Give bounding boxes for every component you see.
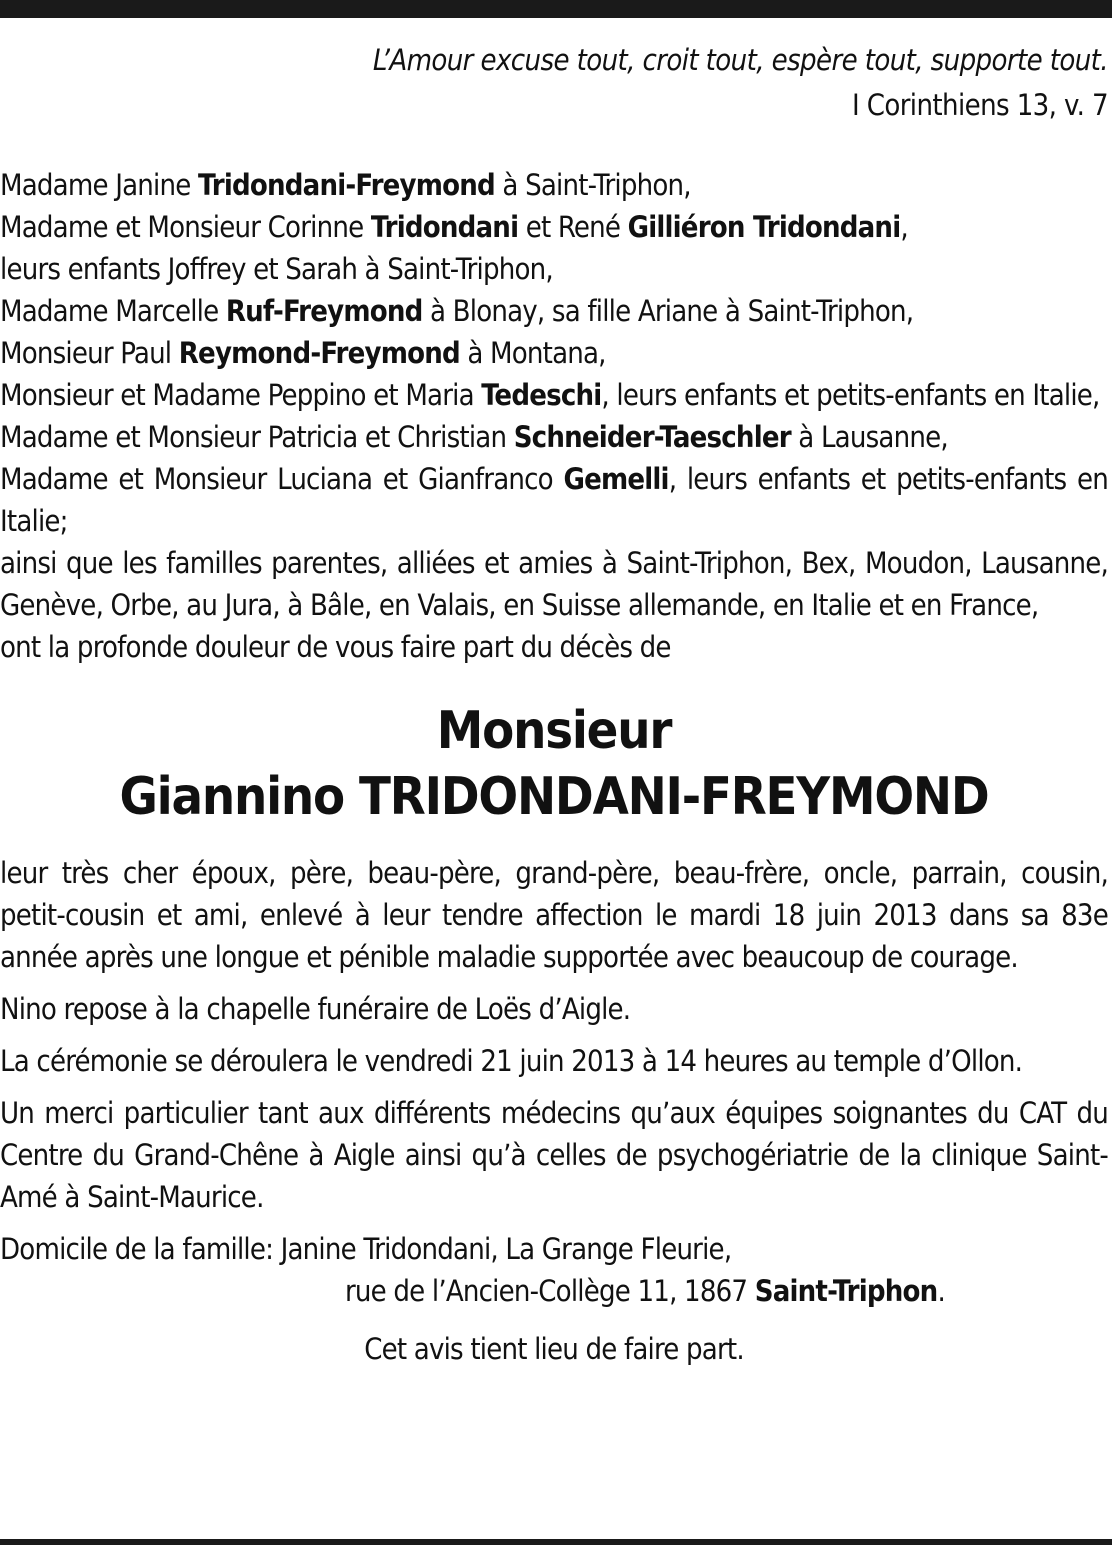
family-line: Madame et Monsieur Patricia et Christian Schneider-Taeschler à Lausanne, [0, 420, 948, 454]
family-surname: Gemelli [563, 462, 669, 496]
announcement-line: ont la profonde douleur de vous faire part du décès de [0, 630, 671, 664]
deceased-heading [0, 698, 1108, 830]
family-list [0, 164, 1108, 668]
family-line: Madame et Monsieur Luciana et Gianfranco Gemelli, leurs enfants et petits-enfants en Italie; [0, 462, 1108, 538]
family-line: Madame et Monsieur Corinne Tridondani et René Gilliéron Tridondani, [0, 210, 908, 244]
family-surname: Ruf-Freymond [225, 294, 423, 328]
family-surname: Reymond-Freymond [178, 336, 460, 370]
address-locality: Saint-Triphon [754, 1274, 938, 1308]
address-line: Domicile de la famille: Janine Tridondani, La Grange Fleurie, [0, 1232, 732, 1266]
family-line: leurs enfants Joffrey et Sarah à Saint-Triphon, [0, 252, 553, 286]
family-surname: Gilliéron Tridondani [627, 210, 901, 244]
family-line: Madame Marcelle Ruf-Freymond à Blonay, sa fille Ariane à Saint-Triphon, [0, 294, 914, 328]
body-paragraph: leur très cher époux, père, beau-père, grand-père, beau-frère, oncle, parrain, cousin, petit-cousin et ami, enlevé à leur tendre affection le mardi 18 juin 2013 dans sa 83e année après une longue et pénible maladie supportée avec beaucoup de courage. [0, 856, 1108, 974]
family-line: Madame Janine Tridondani-Freymond à Saint-Triphon, [0, 168, 691, 202]
top-rule [0, 0, 1112, 18]
notice-body [0, 852, 1108, 1218]
body-paragraph: La cérémonie se déroulera le vendredi 21 juin 2013 à 14 heures au temple d’Ollon. [0, 1044, 1023, 1078]
epigraph [0, 38, 1108, 128]
family-surname: Tridondani-Freymond [197, 168, 495, 202]
address-line: rue de l’Ancien-Collège 11, 1867 Saint-Triphon. [345, 1274, 945, 1308]
family-line: Monsieur Paul Reymond-Freymond à Montana, [0, 336, 606, 370]
family-surname: Schneider-Taeschler [513, 420, 791, 454]
epigraph-reference: I Corinthiens 13, v. 7 [851, 88, 1108, 122]
family-address [0, 1228, 1108, 1312]
family-line: Monsieur et Madame Peppino et Maria Tedeschi, leurs enfants et petits-enfants en Italie, [0, 378, 1100, 412]
obituary-notice [0, 38, 1108, 1370]
body-paragraph: Nino repose à la chapelle funéraire de Loës d’Aigle. [0, 992, 631, 1026]
family-surname: Tedeschi [481, 378, 602, 412]
family-line: ainsi que les familles parentes, alliées et amies à Saint-Triphon, Bex, Moudon, Lausanne, Genève, Orbe, au Jura, à Bâle, en Valais, en Suisse allemande, en Italie et en France, [0, 546, 1108, 622]
deceased-name: Giannino TRIDONDANI-FREYMOND [119, 767, 989, 827]
body-paragraph: Un merci particulier tant aux différents médecins qu’aux équipes soignantes du CAT du Centre du Grand-Chêne à Aigle ainsi qu’à celles de psychogériatrie de la clinique Saint-Amé à Saint-Maurice. [0, 1096, 1108, 1214]
deceased-title: Monsieur [436, 701, 672, 761]
bottom-rule [0, 1539, 1112, 1545]
closing-note: Cet avis tient lieu de faire part. [364, 1332, 744, 1366]
epigraph-quote: L’Amour excuse tout, croit tout, espère tout, supporte tout. [372, 43, 1108, 77]
family-surname: Tridondani [370, 210, 519, 244]
